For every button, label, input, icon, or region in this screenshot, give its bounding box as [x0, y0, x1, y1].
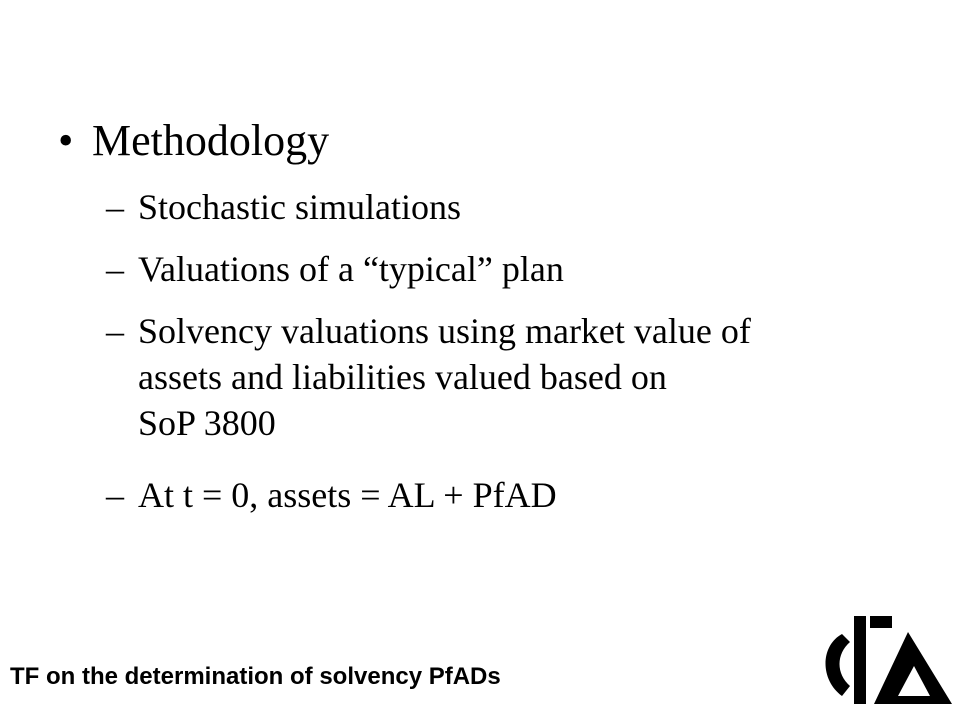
- dash-icon: –: [106, 311, 124, 351]
- subpoint-stochastic: [106, 184, 878, 230]
- subpoint-text: Valuations of a “typical” plan: [138, 249, 564, 289]
- heading-text: Methodology: [92, 116, 330, 165]
- dash-icon: –: [106, 187, 124, 227]
- subpoint-text: Stochastic simulations: [138, 187, 461, 227]
- dash-icon: –: [106, 249, 124, 289]
- subpoint-text: Solvency valuations using market value of assets and liabilities valued based on SoP 3800: [138, 311, 751, 443]
- subpoint-assets: [106, 472, 878, 518]
- bullet-icon: •: [58, 116, 74, 165]
- bullet-heading: [58, 114, 329, 168]
- subpoint-valuations: [106, 246, 878, 292]
- dash-icon: –: [106, 475, 124, 515]
- subpoint-text: At t = 0, assets = AL + PfAD: [138, 475, 557, 515]
- cia-logo-icon: [818, 610, 958, 710]
- subpoint-solvency: [106, 308, 878, 446]
- footer-title: TF on the determination of solvency PfADs: [10, 663, 501, 690]
